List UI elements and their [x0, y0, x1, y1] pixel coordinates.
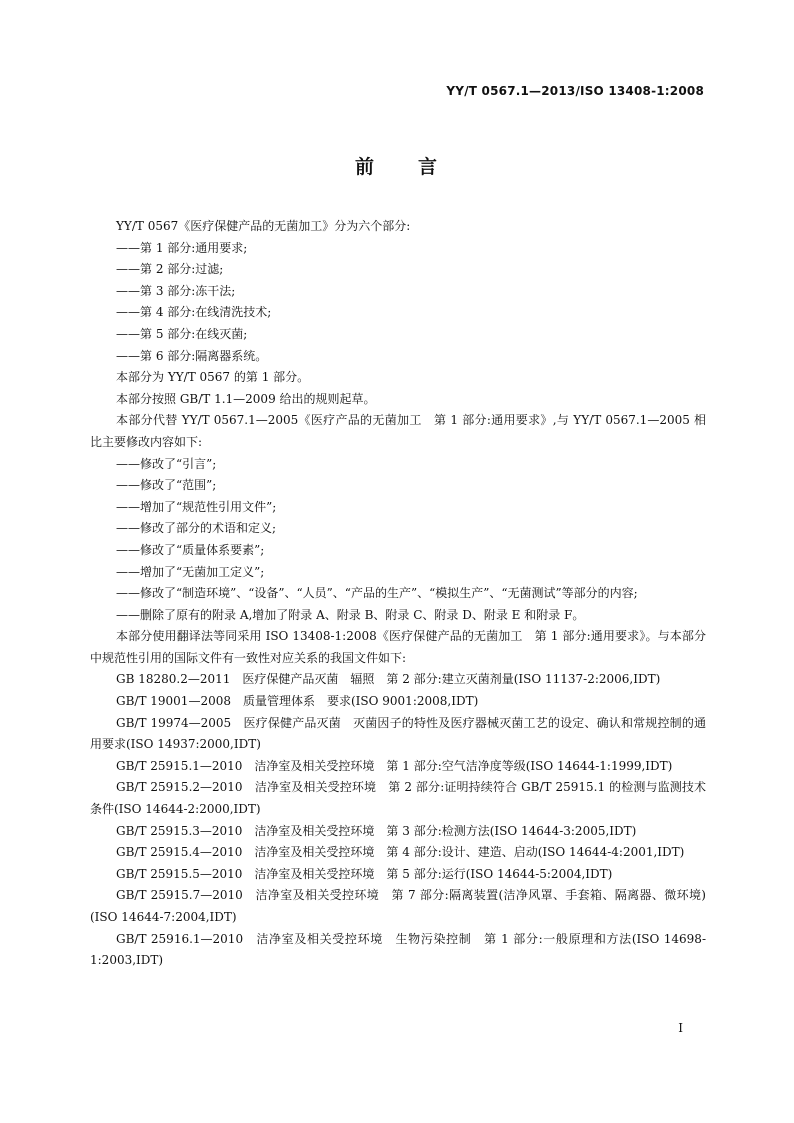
part-paragraph: 本部分为 YY/T 0567 的第 1 部分。 — [116, 370, 310, 385]
list-item: ——第 1 部分:通用要求; — [116, 240, 248, 255]
list-item: ——修改了“引言”; — [116, 456, 217, 471]
changes-list — [90, 454, 706, 627]
document-body — [90, 216, 706, 972]
list-item: ——修改了“范围”; — [116, 478, 217, 493]
rules-paragraph: 本部分按照 GB/T 1.1—2009 给出的规则起草。 — [116, 391, 376, 406]
list-item: ——增加了“规范性引用文件”; — [116, 499, 277, 514]
standard-code-header: YY/T 0567.1—2013/ISO 13408-1:2008 — [446, 84, 704, 98]
reference-item: GB 18280.2—2011 医疗保健产品灭菌 辐照 第 2 部分:建立灭菌剂量(ISO 11137-2:2006,IDT) — [116, 672, 661, 687]
reference-item: GB/T 25915.5—2010 洁净室及相关受控环境 第 5 部分:运行(ISO 14644-5:2004,IDT) — [116, 866, 613, 881]
list-item: ——第 6 部分:隔离器系统。 — [116, 348, 268, 363]
title-char-2: 言 — [418, 156, 440, 178]
list-item: ——修改了部分的术语和定义; — [116, 521, 277, 536]
references-list — [90, 669, 706, 971]
translation-paragraph: 本部分使用翻译法等同采用 ISO 13408-1:2008《医疗保健产品的无菌加工 第 1 部分:通用要求》。与本部分中规范性引用的国际文件有一致性对应关系的我国文件如下: — [90, 629, 706, 665]
intro-paragraph: YY/T 0567《医疗保健产品的无菌加工》分为六个部分: — [116, 219, 411, 233]
list-item: ——修改了“制造环境”、“设备”、“人员”、“产品的生产”、“模拟生产”、“无菌测试”等部分的内容; — [116, 586, 638, 601]
list-item: ——删除了原有的附录 A,增加了附录 A、附录 B、附录 C、附录 D、附录 E 和附录 F。 — [116, 607, 585, 622]
reference-item: GB/T 19001—2008 质量管理体系 要求(ISO 9001:2008,IDT) — [116, 694, 479, 709]
list-item: ——修改了“质量体系要素”; — [116, 542, 265, 557]
page-number: I — [678, 1021, 683, 1035]
title-char-1: 前 — [354, 156, 376, 178]
reference-item: GB/T 25915.1—2010 洁净室及相关受控环境 第 1 部分:空气洁净度等级(ISO 14644-1:1999,IDT) — [116, 758, 673, 773]
list-item: ——增加了“无菌加工定义”; — [116, 564, 265, 579]
list-item: ——第 5 部分:在线灭菌; — [116, 326, 248, 341]
reference-item: GB/T 19974—2005 医疗保健产品灭菌 灭菌因子的特性及医疗器械灭菌工艺的设定、确认和常规控制的通用要求(ISO 14937:2000,IDT) — [90, 715, 706, 752]
replace-paragraph: 本部分代替 YY/T 0567.1—2005《医疗产品的无菌加工 第 1 部分:通用要求》,与 YY/T 0567.1—2005 相比主要修改内容如下: — [90, 413, 706, 449]
page-title — [0, 152, 794, 179]
list-item: ——第 3 部分:冻干法; — [116, 283, 236, 298]
reference-item: GB/T 25915.7—2010 洁净室及相关受控环境 第 7 部分:隔离装置(洁净风罩、手套箱、隔离器、微环境)(ISO 14644-7:2004,IDT) — [90, 888, 706, 924]
reference-item: GB/T 25915.3—2010 洁净室及相关受控环境 第 3 部分:检测方法(ISO 14644-3:2005,IDT) — [116, 823, 637, 838]
reference-item: GB/T 25915.4—2010 洁净室及相关受控环境 第 4 部分:设计、建造、启动(ISO 14644-4:2001,IDT) — [116, 845, 685, 860]
reference-item: GB/T 25915.2—2010 洁净室及相关受控环境 第 2 部分:证明持续符合 GB/T 25915.1 的检测与监测技术条件(ISO 14644-2:2000,IDT) — [90, 780, 706, 817]
list-item: ——第 4 部分:在线清洗技术; — [116, 305, 272, 320]
parts-list — [90, 238, 706, 368]
list-item: ——第 2 部分:过滤; — [116, 262, 224, 277]
reference-item: GB/T 25916.1—2010 洁净室及相关受控环境 生物污染控制 第 1 部分:一般原理和方法(ISO 14698-1:2003,IDT) — [90, 931, 706, 968]
